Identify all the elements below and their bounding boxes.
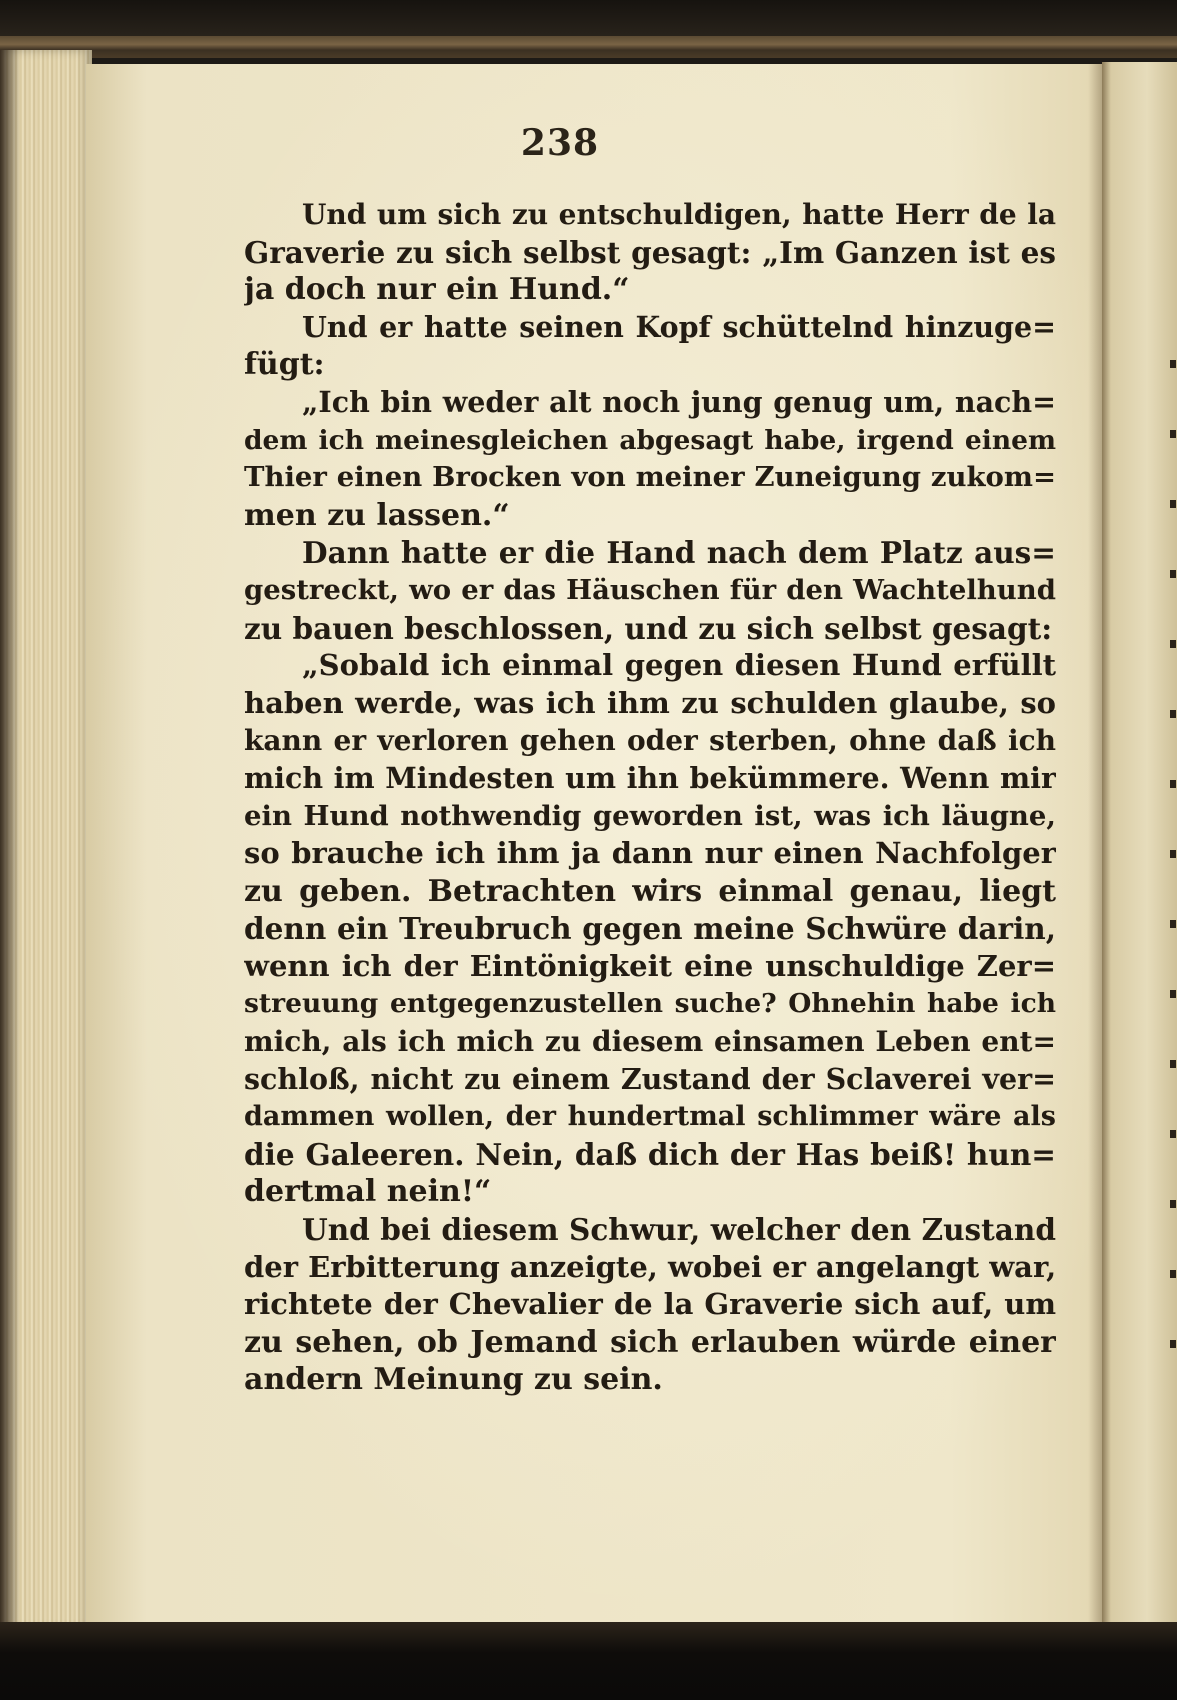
text-line: mich im Mindesten um ihn bekümmere. Wenn mir xyxy=(244,760,1056,795)
text-line: „Sobald ich einmal gegen diesen Hund erfüllt xyxy=(302,648,1056,683)
text-line: „Ich bin weder alt noch jung genug um, nach= xyxy=(302,384,1056,419)
text-line: so brauche ich ihm ja dann nur einen Nachfolger xyxy=(244,836,1056,871)
text-line: Und um sich zu entschuldigen, hatte Herr de la xyxy=(302,198,1056,231)
text-line: wenn ich der Eintönigkeit eine unschuldige Zer= xyxy=(244,948,1056,983)
text-line: dammen wollen, der hundertmal schlimmer wäre als xyxy=(244,1101,1056,1133)
page-number: 238 xyxy=(520,122,600,164)
text-line: Dann hatte er die Hand nach dem Platz aus= xyxy=(302,535,1056,571)
text-line: der Erbitterung anzeigte, wobei er angelangt war, xyxy=(244,1249,1056,1284)
text-line: men zu lassen.“ xyxy=(244,497,510,533)
text-line: Graverie zu sich selbst gesagt: „Im Ganzen ist es xyxy=(244,234,1056,270)
text-line: richtete der Chevalier de la Graverie sich auf, um xyxy=(244,1287,1056,1322)
text-line: dem ich meinesgleichen abgesagt habe, irgend einem xyxy=(244,424,1056,456)
text-line: gestreckt, wo er das Häuschen für den Wachtelhund xyxy=(244,573,1056,606)
text-line: haben werde, was ich ihm zu schulden glaube, so xyxy=(244,685,1056,720)
text-line: dertmal nein!“ xyxy=(244,1174,492,1210)
page-gutter-shadow xyxy=(1088,64,1102,1624)
text-line: zu geben. Betrachten wirs einmal genau, liegt xyxy=(244,873,1056,909)
text-line: zu sehen, ob Jemand sich erlauben würde einer xyxy=(244,1324,1056,1360)
text-line: ja doch nur ein Hund.“ xyxy=(244,272,630,308)
text-line: die Galeeren. Nein, daß dich der Has beiß! hun= xyxy=(244,1136,1056,1172)
text-line: Und er hatte seinen Kopf schüttelnd hinzuge= xyxy=(302,309,1056,344)
text-line: mich, als ich mich zu diesem einsamen Leben ent= xyxy=(244,1025,1056,1059)
text-line: Thier einen Brocken von meiner Zuneigung zukom= xyxy=(244,461,1056,494)
text-line: Und bei diesem Schwur, welcher den Zustand xyxy=(302,1212,1056,1248)
text-line: streuung entgegenzustellen suche? Ohnehin habe ich xyxy=(244,988,1056,1020)
binding-strip xyxy=(0,36,1177,50)
text-line: kann er verloren gehen oder sterben, ohne daß ich xyxy=(244,724,1056,758)
text-line: fügt: xyxy=(244,347,325,383)
book-cover-bottom xyxy=(0,1622,1177,1700)
body-text xyxy=(244,196,1056,1399)
text-line: ein Hund nothwendig geworden ist, was ich läugne, xyxy=(244,799,1056,832)
facing-page-edge xyxy=(1102,62,1177,1622)
facing-page-text-bleed xyxy=(1170,360,1176,1360)
text-line: andern Meinung zu sein. xyxy=(244,1362,663,1398)
text-line: denn ein Treubruch gegen meine Schwüre darin, xyxy=(244,911,1056,947)
page-stack-shadow xyxy=(0,50,20,1630)
text-line: zu bauen beschlossen, und zu sich selbst gesagt: xyxy=(244,610,1053,646)
text-line: schloß, nicht zu einem Zustand der Sclaverei ver= xyxy=(244,1061,1056,1096)
